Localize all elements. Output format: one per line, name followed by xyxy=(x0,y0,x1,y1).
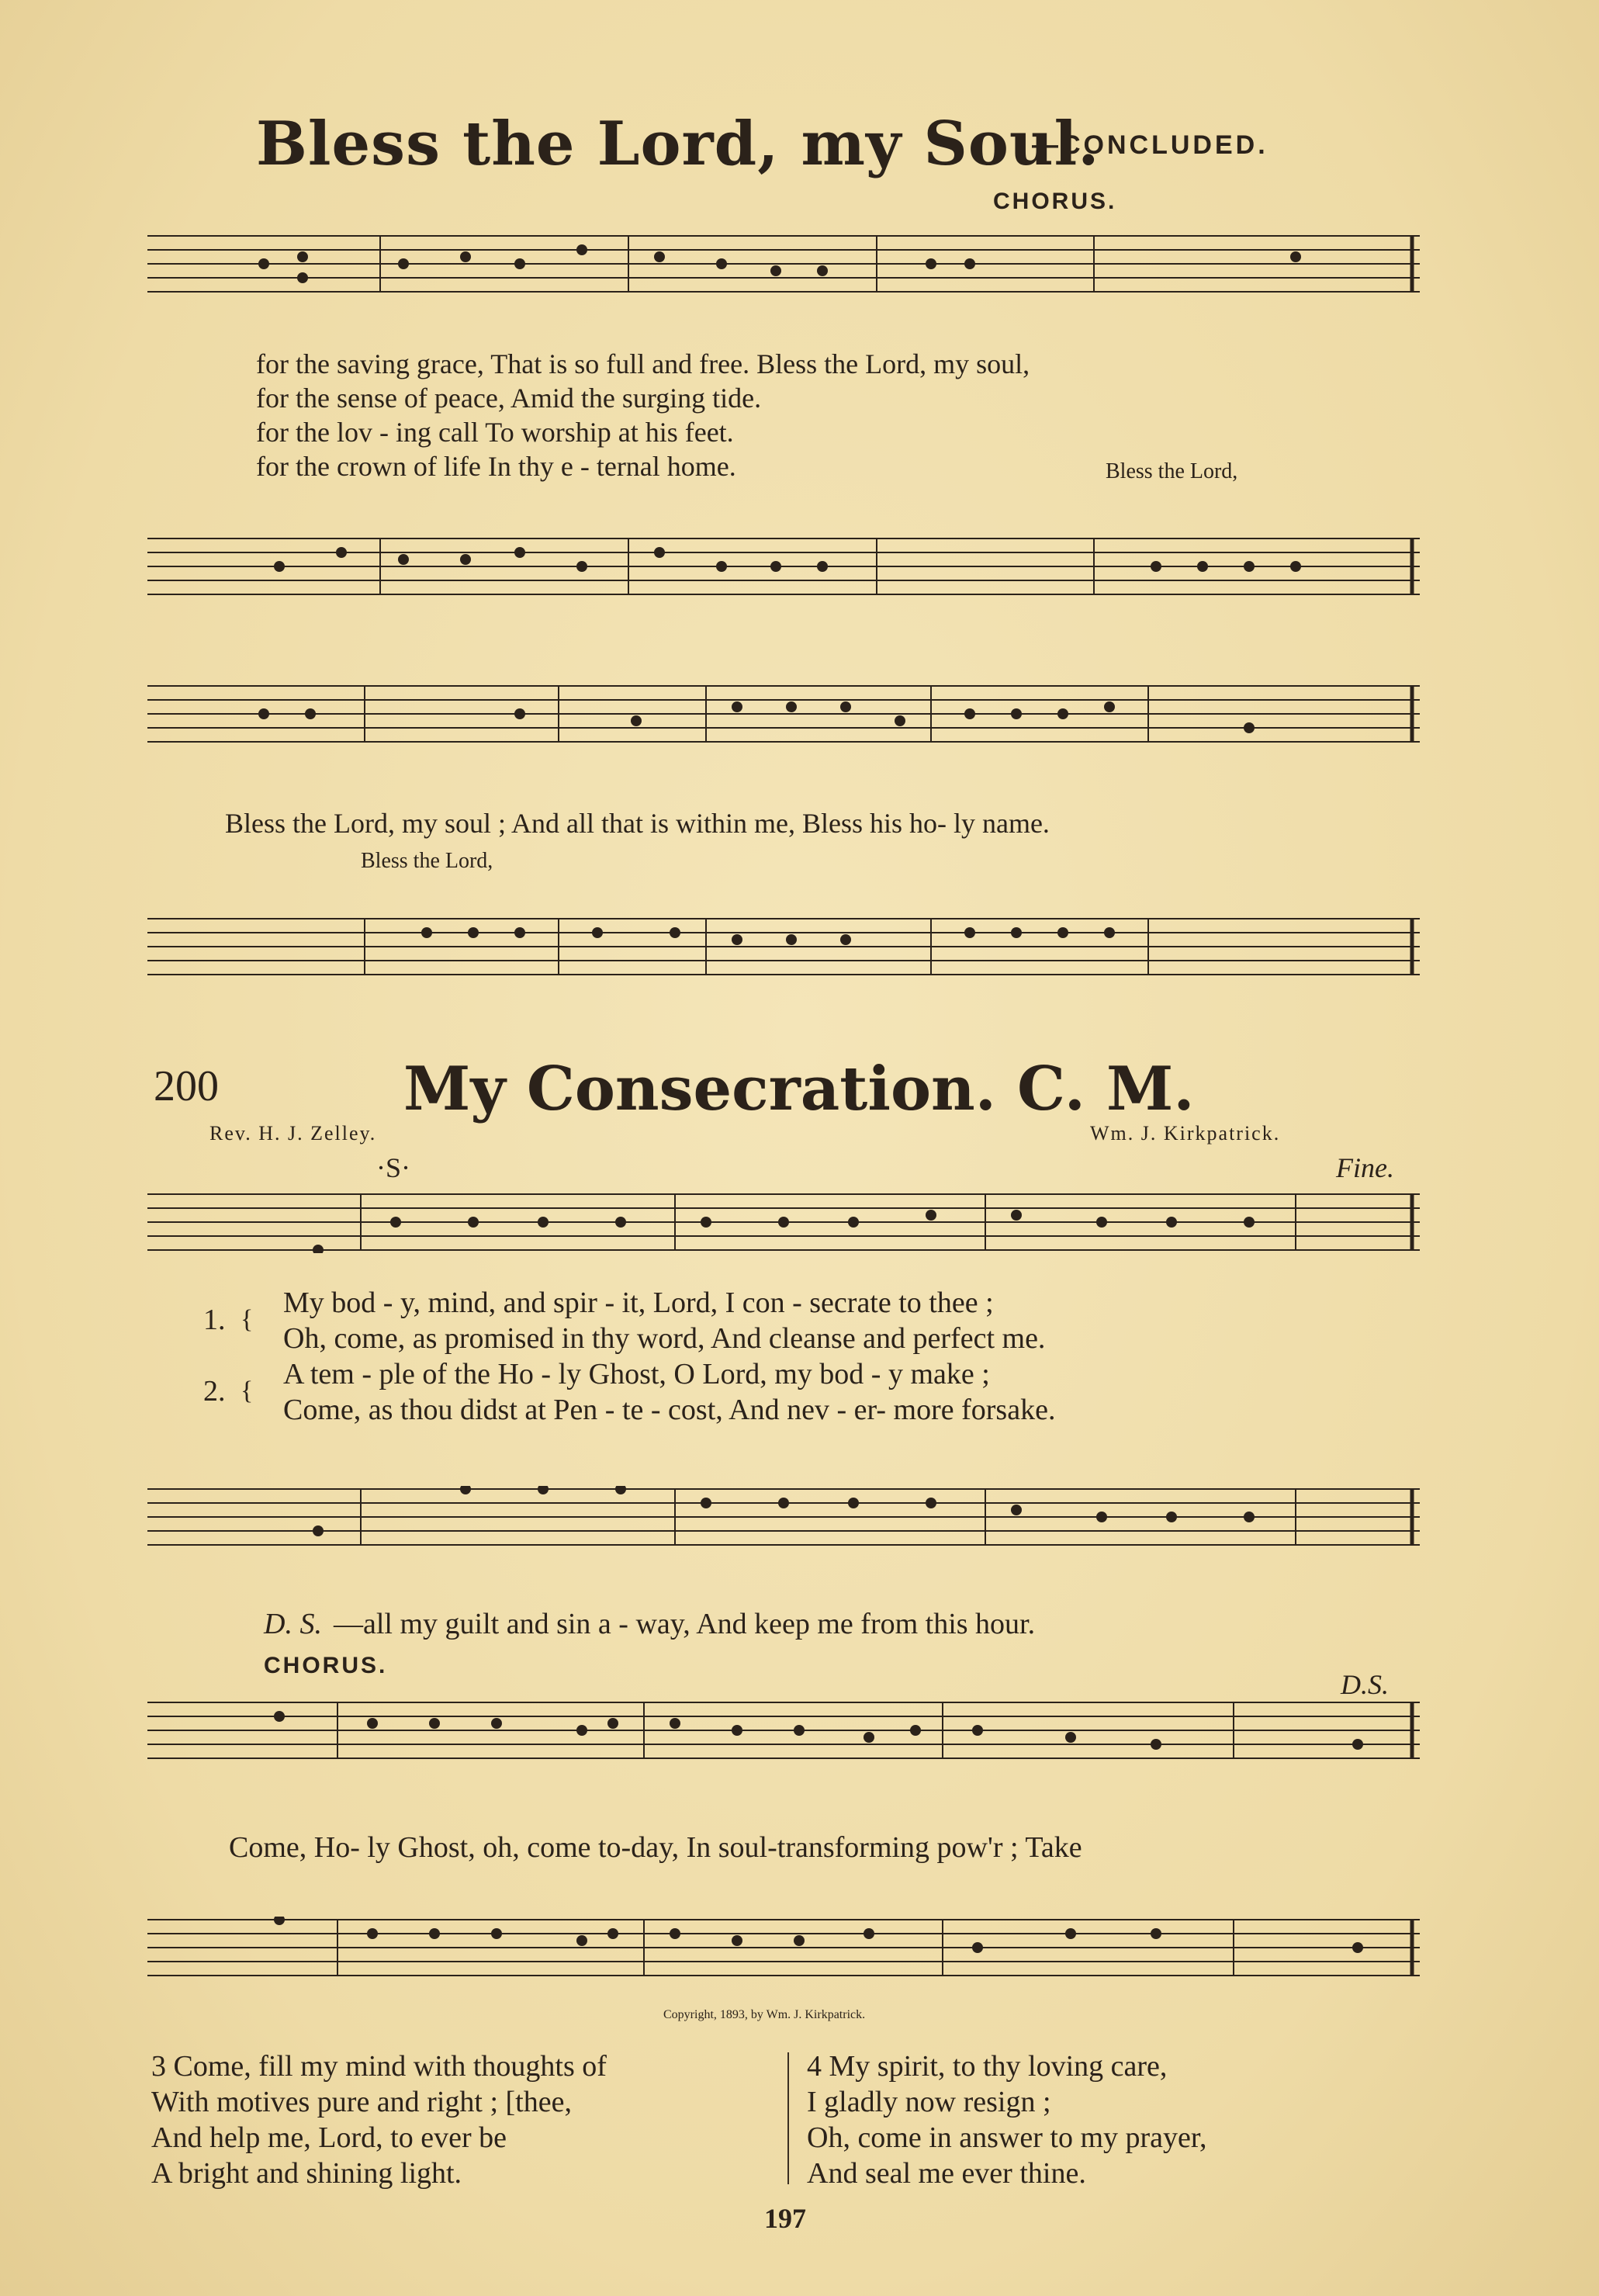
stanza4-line-3: Oh, come in answer to my prayer, xyxy=(807,2121,1207,2154)
stanza3-line-4: A bright and shining light. xyxy=(151,2157,462,2190)
lyric-line-4: for the crown of life In thy e - ternal home. xyxy=(256,451,736,482)
treble-staff-1 xyxy=(147,233,1420,295)
stanza4-line-4: And seal me ever thine. xyxy=(807,2157,1086,2190)
hymn-title-bless-the-lord: Bless the Lord, my Soul. xyxy=(256,109,1100,179)
page-number: 197 xyxy=(764,2203,806,2234)
hymn-title-my-consecration: My Consecration. C. M. xyxy=(403,1054,1195,1124)
bless-small-2: Bless the Lord, xyxy=(361,849,493,873)
brace-1: { xyxy=(241,1305,254,1334)
verse1-line-a: My bod - y, mind, and spir - it, Lord, I con - secrate to thee ; xyxy=(283,1287,994,1319)
stanza3-line-1: 3 Come, fill my mind with thoughts of xyxy=(151,2050,607,2083)
stanza3-line-2: With motives pure and right ; [thee, xyxy=(151,2086,572,2118)
verse2-line-b: Come, as thou didst at Pen - te - cost, And nev - er- more forsake. xyxy=(283,1394,1056,1426)
verse1-number: 1. xyxy=(203,1304,226,1336)
lyric-line-2: for the sense of peace, Amid the surging tide. xyxy=(256,383,762,414)
bass-staff-3 xyxy=(147,1486,1420,1548)
ds-text: —all my guilt and sin a - way, And keep me from this hour. xyxy=(334,1608,1036,1640)
copyright: Copyright, 1893, by Wm. J. Kirkpatrick. xyxy=(663,2008,866,2021)
lyric-line-3: for the lov - ing call To worship at his feet. xyxy=(256,417,734,448)
treble-staff-4 xyxy=(147,1699,1420,1761)
author-words: Rev. H. J. Zelley. xyxy=(209,1122,377,1145)
chorus-label-1: CHORUS. xyxy=(993,189,1117,214)
verse1-line-b: Oh, come, as promised in thy word, And cleanse and perfect me. xyxy=(283,1322,1046,1355)
verse2-line-a: A tem - ple of the Ho - ly Ghost, O Lord, my bod - y make ; xyxy=(283,1358,990,1390)
lyric-line-1: for the saving grace, That is so full and free. Bless the Lord, my soul, xyxy=(256,348,1030,379)
treble-staff-2 xyxy=(147,683,1420,745)
author-music: Wm. J. Kirkpatrick. xyxy=(1090,1122,1281,1145)
brace-2: { xyxy=(241,1377,254,1405)
segno: ·S· xyxy=(376,1152,410,1183)
treble-staff-3 xyxy=(147,1191,1420,1253)
verse2-number: 2. xyxy=(203,1375,226,1408)
stanza4-line-2: I gladly now resign ; xyxy=(807,2086,1051,2118)
fine-label: Fine. xyxy=(1336,1152,1394,1183)
stanza-divider xyxy=(787,2052,789,2184)
ds-end: D.S. xyxy=(1341,1669,1389,1700)
bass-staff-2 xyxy=(147,916,1420,978)
ds-label: D. S. xyxy=(264,1608,322,1640)
hymn-number: 200 xyxy=(154,1062,219,1110)
chorus-text: Come, Ho- ly Ghost, oh, come to-day, In soul-transforming pow'r ; Take xyxy=(229,1831,1082,1864)
chorus-label-2: CHORUS. xyxy=(264,1653,388,1678)
stanza3-line-3: And help me, Lord, to ever be xyxy=(151,2121,507,2154)
stanza4-line-1: 4 My spirit, to thy loving care, xyxy=(807,2050,1168,2083)
concluded-label: —CONCLUDED. xyxy=(1032,130,1268,160)
bass-staff-4 xyxy=(147,1917,1420,1979)
lyric-line-5: Bless the Lord, my soul ; And all that is within me, Bless his ho- ly name. xyxy=(225,808,1050,839)
bless-small-1: Bless the Lord, xyxy=(1106,459,1238,483)
bass-staff-1 xyxy=(147,535,1420,597)
